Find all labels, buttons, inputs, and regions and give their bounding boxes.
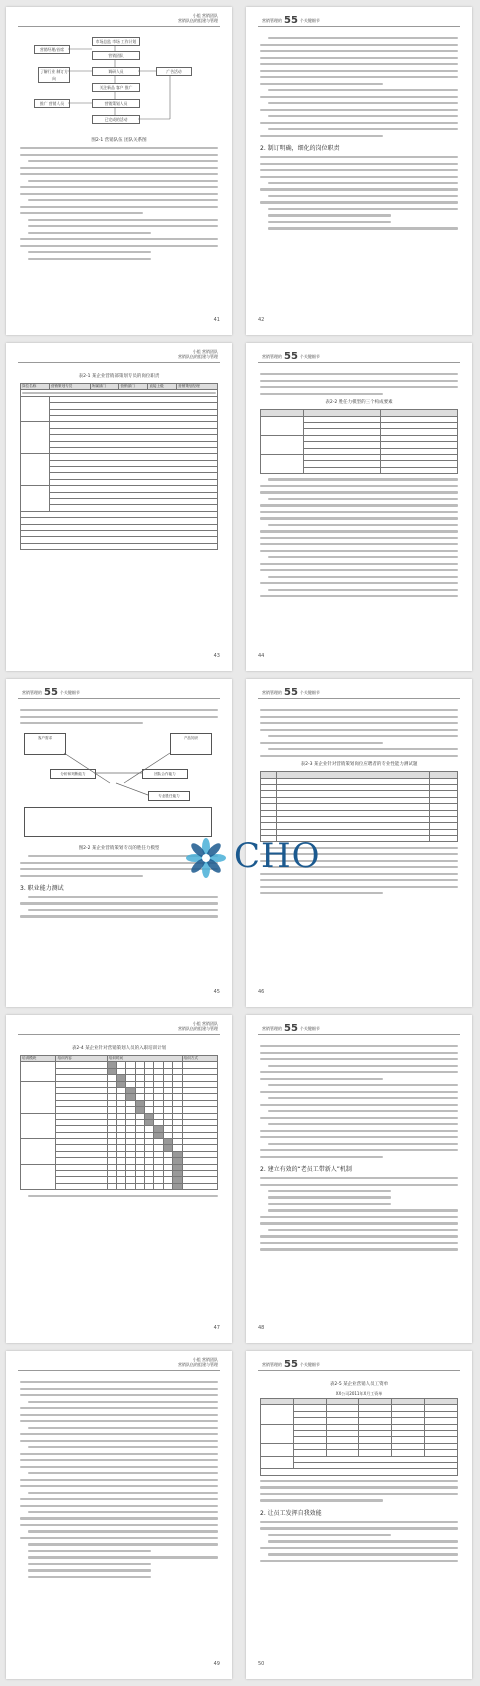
page-49 bbox=[6, 1351, 232, 1679]
competency-model-diagram bbox=[20, 729, 218, 841]
model-box: 产品知识 bbox=[170, 733, 212, 755]
page-number: 43 bbox=[213, 653, 220, 659]
page-number: 46 bbox=[258, 989, 265, 995]
section-heading: 2. 建立有效的“老员工带新人”机制 bbox=[260, 1165, 352, 1173]
page-number: 42 bbox=[258, 317, 265, 323]
flow-box: 推广 营销人员 bbox=[34, 99, 70, 108]
page-number: 49 bbox=[213, 1661, 220, 1667]
page-48 bbox=[246, 1015, 472, 1343]
flow-box: 广告活动 bbox=[156, 67, 192, 76]
page-number: 45 bbox=[213, 989, 220, 995]
table-title: 表2-2 胜任力模型的三个构成要素 bbox=[325, 400, 393, 406]
cho-watermark-text: CHO bbox=[234, 836, 321, 876]
section-heading: 2. 制订明确，细化的岗位职责 bbox=[260, 144, 340, 152]
table-title: 表2-4 某企业针对营销策划人员的入职培训计划 bbox=[71, 1046, 167, 1051]
table-title: 表2-5 某企业营销人员工资单 bbox=[329, 1382, 389, 1387]
test-table bbox=[260, 771, 458, 842]
flow-box: 营销经理/首席 bbox=[34, 45, 70, 54]
page-header: 营销管理的 55 个关键细节 bbox=[262, 15, 320, 26]
payroll-table bbox=[260, 1398, 458, 1476]
table-title: 表2-3 某企业针对营销策划岗位应聘者的专业性能力测试题 bbox=[300, 762, 418, 768]
page-header: 营销管理的 55 个关键细节 bbox=[262, 687, 320, 698]
flow-box: 营销策划人员 bbox=[92, 99, 140, 108]
page-number: 48 bbox=[258, 1325, 265, 1331]
page-number: 41 bbox=[213, 317, 220, 323]
duties-table: 岗位名称 营销策划专员 所属部门 营销部门 直接上级 营销策划经理 bbox=[20, 383, 218, 550]
page-header: 营销管理的 55 个关键细节 bbox=[262, 1359, 320, 1370]
figure-caption: 图2-2 某企业营销策划专员的胜任力模型 bbox=[78, 845, 160, 851]
flow-box: 市场总监 市场 工作计划 bbox=[92, 37, 140, 46]
page-header: 小组 营销团队 营销队伍的组建与管理 bbox=[178, 13, 218, 23]
competency-table bbox=[260, 409, 458, 474]
page-header: 小组 营销团队 营销队伍的组建与管理 bbox=[178, 1357, 218, 1367]
model-box: 分析和判断能力 bbox=[50, 769, 96, 779]
page-header: 营销管理的 55 个关键细节 bbox=[262, 351, 320, 362]
model-box: 团队合作能力 bbox=[142, 769, 188, 779]
page-42 bbox=[246, 7, 472, 335]
flow-box: 营销团队 bbox=[92, 51, 140, 60]
model-box: 客户需求 bbox=[24, 733, 66, 755]
page-header: 小组 营销团队 营销队伍的组建与管理 bbox=[178, 1021, 218, 1031]
training-table: 培训模块 培训内容 培训时间 培训方式 bbox=[20, 1055, 218, 1190]
flow-box: 了解行业 制订方向 bbox=[38, 67, 70, 83]
page-header: 营销管理的 55 个关键细节 bbox=[22, 687, 80, 698]
page-41 bbox=[6, 7, 232, 335]
page-header: 营销管理的 55 个关键细节 bbox=[262, 1023, 320, 1034]
section-heading: 3. 职业能力测试 bbox=[20, 884, 64, 892]
page-number: 47 bbox=[213, 1325, 220, 1331]
page-number: 44 bbox=[258, 653, 265, 659]
flow-diagram bbox=[20, 37, 218, 133]
section-heading: 2. 让员工发挥自我效能 bbox=[260, 1509, 322, 1517]
flow-box: 调研人员 bbox=[92, 67, 140, 76]
page-header: 小组 营销团队 营销队伍的组建与管理 bbox=[178, 349, 218, 359]
figure-caption: 图2-1 营销队伍 团队关系图 bbox=[91, 138, 147, 143]
page-47 bbox=[6, 1015, 232, 1343]
page-50 bbox=[246, 1351, 472, 1679]
table-subtitle: XX公司2011年X月工资单 bbox=[335, 1391, 383, 1396]
page-44 bbox=[246, 343, 472, 671]
page-number: 50 bbox=[258, 1661, 265, 1667]
flow-box: 已完成的活动 bbox=[92, 115, 140, 124]
model-box: 专业胜任能力 bbox=[148, 791, 190, 801]
page-43 bbox=[6, 343, 232, 671]
flow-box: 关注新品 客户 推广 bbox=[92, 83, 140, 92]
table-title: 表2-1 某企业营销部策划专员的岗位职责 bbox=[78, 374, 160, 379]
